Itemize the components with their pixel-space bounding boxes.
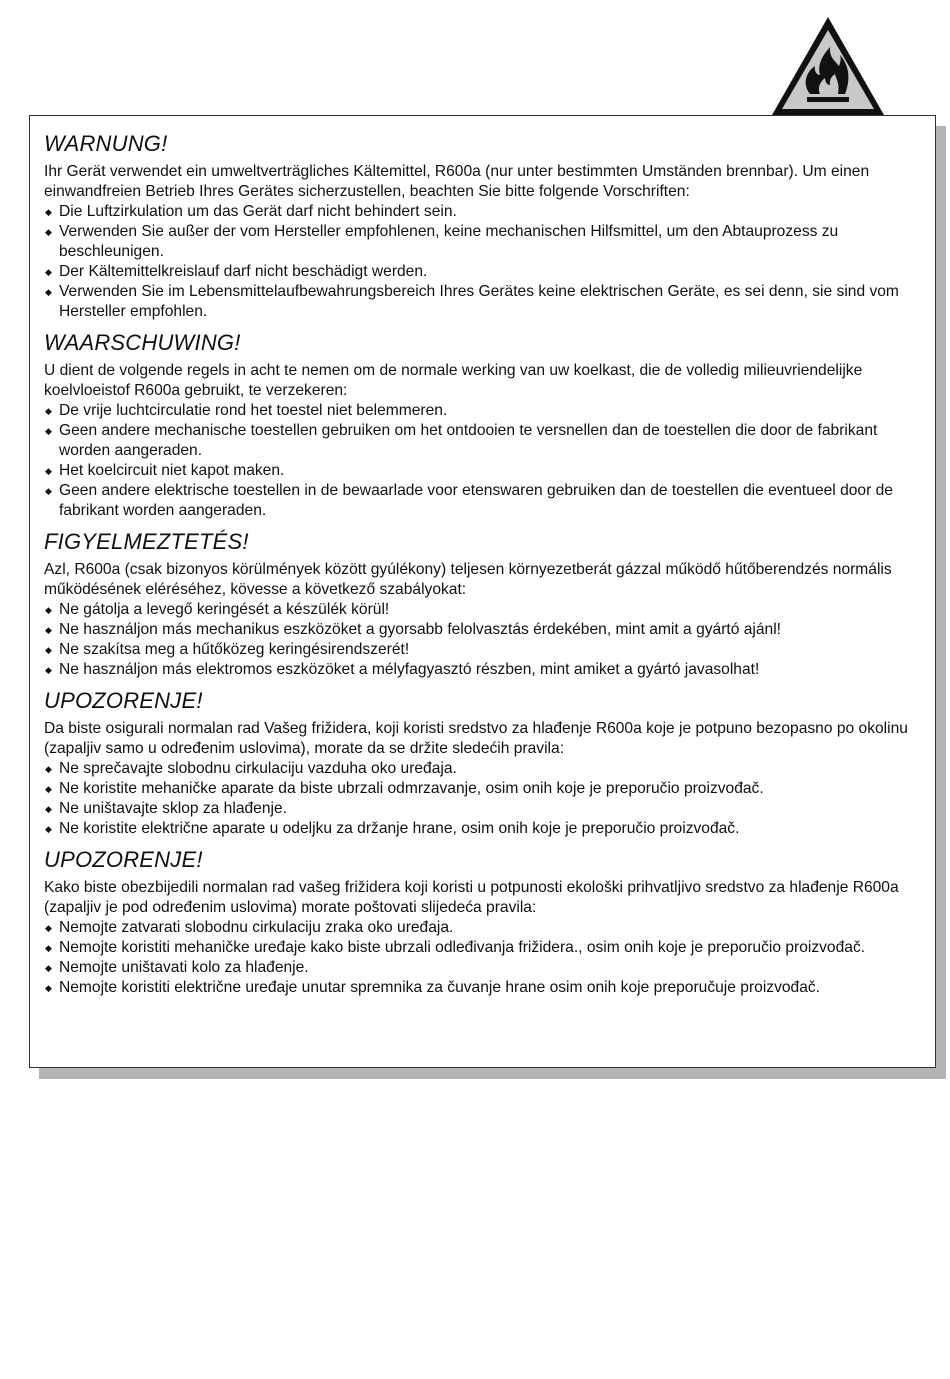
list-item-text: Verwenden Sie im Lebensmittelaufbewahrungsbereich Ihres Gerätes keine elektrischen Geräte, es sei denn, sie sind vom Hersteller empfohlen. — [59, 283, 899, 320]
diamond-bullet-icon: ◆ — [45, 605, 52, 615]
list-item — [44, 262, 921, 282]
diamond-bullet-icon: ◆ — [45, 466, 52, 476]
diamond-bullet-icon: ◆ — [45, 824, 52, 834]
diamond-bullet-icon: ◆ — [45, 804, 52, 814]
list-item-text: Ne szakítsa meg a hűtőközeg keringésirendszerét! — [59, 641, 410, 658]
list-item-text: Ne uništavajte sklop za hlađenje. — [59, 800, 287, 817]
section-intro: Azl, R600a (csak bizonyos körülmények között gyúlékony) teljesen környezetberát gázzal működő hűtőberendzés normális működésének eléréséhez, kövesse a következő szabályokat: — [44, 561, 892, 598]
list-item-text: Nemojte koristiti električne uređaje unutar spremnika za čuvanje hrane osim onih koje preporučuje proizvođač. — [59, 979, 821, 996]
list-item — [44, 958, 921, 978]
rule-list — [44, 918, 921, 998]
list-item — [44, 481, 921, 521]
section-heading: UPOZORENJE! — [44, 688, 203, 713]
diamond-bullet-icon: ◆ — [45, 426, 52, 436]
list-item-text: Ne gátolja a levegő keringését a készülék körül! — [59, 601, 390, 618]
diamond-bullet-icon: ◆ — [45, 267, 52, 277]
warning-section-hu — [44, 529, 921, 680]
list-item — [44, 222, 921, 262]
warning-section-nl — [44, 330, 921, 521]
list-item — [44, 421, 921, 461]
list-item — [44, 202, 921, 222]
list-item-text: Verwenden Sie außer der vom Hersteller empfohlenen, keine mechanischen Hilfsmittel, um den Abtauprozess zu beschleunigen. — [59, 223, 839, 260]
list-item-text: Ne sprečavajte slobodnu cirkulaciju vazduha oko uređaja. — [59, 760, 457, 777]
diamond-bullet-icon: ◆ — [45, 943, 52, 953]
list-item-text: De vrije luchtcirculatie rond het toestel niet belemmeren. — [59, 402, 448, 419]
section-intro: U dient de volgende regels in acht te nemen om de normale werking van uw koelkast, die de volledig milieuvriendelijke koelvloeistof R600a gebruikt, te verzekeren: — [44, 362, 863, 399]
list-item — [44, 640, 921, 660]
section-heading: WARNUNG! — [44, 131, 168, 156]
list-item-text: Ne használjon más mechanikus eszközöket a gyorsabb felolvasztás érdekében, mint amit a gyártó ajánl! — [59, 621, 782, 638]
section-intro: Ihr Gerät verwendet ein umweltverträgliches Kältemittel, R600a (nur unter bestimmten Umständen brennbar). Um einen einwandfreien Betrieb Ihres Gerätes sicherzustellen, beachten Sie bitte folgende Vorschriften: — [44, 163, 870, 200]
diamond-bullet-icon: ◆ — [45, 764, 52, 774]
rule-list — [44, 202, 921, 322]
section-heading: WAARSCHUWING! — [44, 330, 241, 355]
list-item — [44, 461, 921, 481]
list-item-text: Geen andere mechanische toestellen gebruiken om het ontdooien te versnellen dan de toestellen die door de fabrikant worden aangeraden. — [59, 422, 878, 459]
diamond-bullet-icon: ◆ — [45, 983, 52, 993]
list-item — [44, 620, 921, 640]
diamond-bullet-icon: ◆ — [45, 784, 52, 794]
flammable-warning-icon — [769, 14, 887, 118]
diamond-bullet-icon: ◆ — [45, 287, 52, 297]
diamond-bullet-icon: ◆ — [45, 923, 52, 933]
diamond-bullet-icon: ◆ — [45, 207, 52, 217]
list-item-text: Het koelcircuit niet kapot maken. — [59, 462, 285, 479]
warning-section-de — [44, 131, 921, 322]
warning-section-sr — [44, 688, 921, 839]
list-item — [44, 759, 921, 779]
list-item — [44, 938, 921, 958]
list-item-text: Ne koristite mehaničke aparate da biste ubrzali odmrzavanje, osim onih koje je preporučio proizvođač. — [59, 780, 764, 797]
rule-list — [44, 401, 921, 521]
list-item-text: Der Kältemittelkreislauf darf nicht beschädigt werden. — [59, 263, 428, 280]
diamond-bullet-icon: ◆ — [45, 486, 52, 496]
list-item — [44, 779, 921, 799]
section-heading: FIGYELMEZTETÉS! — [44, 529, 249, 554]
list-item — [44, 282, 921, 322]
list-item-text: Nemojte zatvarati slobodnu cirkulaciju zraka oko uređaja. — [59, 919, 454, 936]
list-item-text: Geen andere elektrische toestellen in de bewaarlade voor etenswaren gebruiken dan de toestellen die eventueel door de fabrikant worden aangeraden. — [59, 482, 893, 519]
rule-list — [44, 600, 921, 680]
list-item — [44, 978, 921, 998]
list-item — [44, 600, 921, 620]
list-item — [44, 918, 921, 938]
section-heading: UPOZORENJE! — [44, 847, 203, 872]
list-item-text: Nemojte koristiti mehaničke uređaje kako biste ubrzali odleđivanja frižidera., osim onih koje je preporučio proizvođač. — [59, 939, 866, 956]
list-item-text: Die Luftzirkulation um das Gerät darf nicht behindert sein. — [59, 203, 457, 220]
diamond-bullet-icon: ◆ — [45, 625, 52, 635]
diamond-bullet-icon: ◆ — [45, 665, 52, 675]
list-item-text: Ne használjon más elektromos eszközöket a mélyfagyasztó részben, mint amiket a gyártó javasolhat! — [59, 661, 760, 678]
list-item — [44, 660, 921, 680]
list-item-text: Nemojte uništavati kolo za hlađenje. — [59, 959, 309, 976]
warning-section-bs — [44, 847, 921, 998]
diamond-bullet-icon: ◆ — [45, 963, 52, 973]
list-item — [44, 401, 921, 421]
warning-box — [29, 115, 936, 1068]
section-intro: Kako biste obezbijedili normalan rad vašeg frižidera koji koristi u potpunosti ekološki prihvatljivo sredstvo za hlađenje R600a (zapaljiv je pod određenim uslovima) morate poštovati slijedeća pravila: — [44, 879, 899, 916]
diamond-bullet-icon: ◆ — [45, 227, 52, 237]
diamond-bullet-icon: ◆ — [45, 645, 52, 655]
rule-list — [44, 759, 921, 839]
section-intro: Da biste osigurali normalan rad Vašeg frižidera, koji koristi sredstvo za hlađenje R600a koje je potpuno bezopasno po okolinu (zapaljiv samo u određenim uslovima), morate da se držite sledećih pravila: — [44, 720, 908, 757]
list-item — [44, 799, 921, 819]
diamond-bullet-icon: ◆ — [45, 406, 52, 416]
list-item-text: Ne koristite električne aparate u odeljku za držanje hrane, osim onih koje je preporučio proizvođač. — [59, 820, 740, 837]
list-item — [44, 819, 921, 839]
